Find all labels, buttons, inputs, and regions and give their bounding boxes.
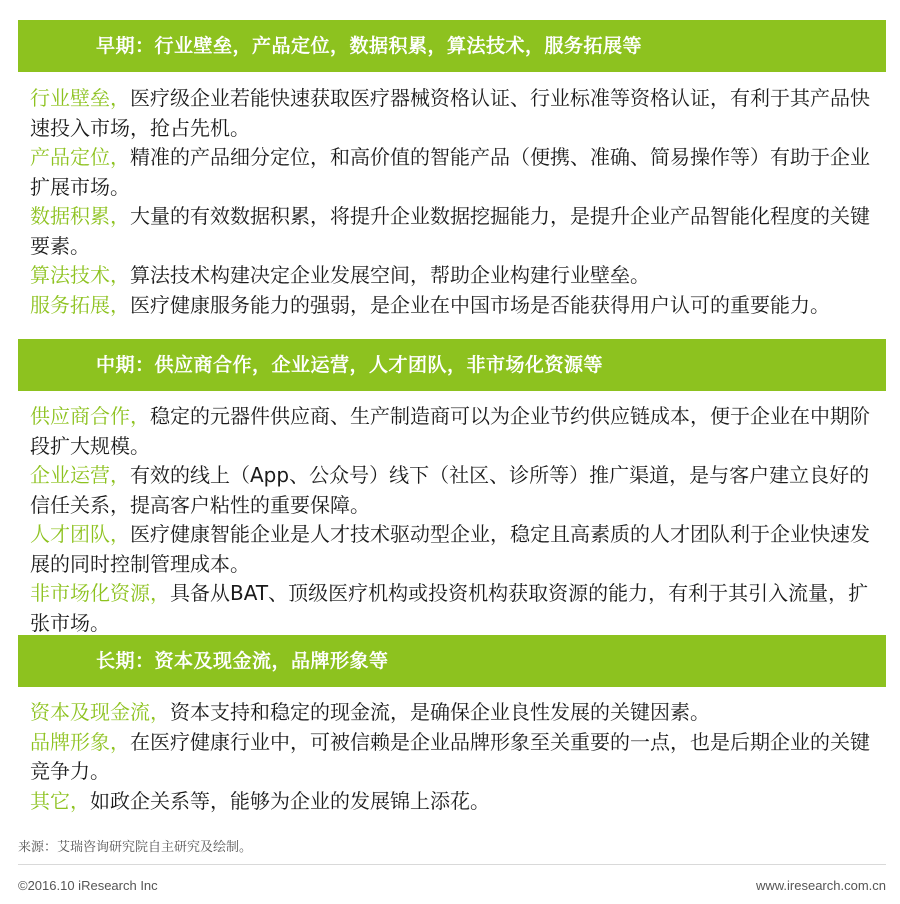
- list-item: [30, 520, 870, 579]
- item-term: 人才团队，: [30, 522, 130, 546]
- item-desc: 医疗级企业若能快速获取医疗器械资格认证、行业标准等资格认证，有利于其产品快速投入市场，抢占先机。: [30, 86, 870, 140]
- long-term-list: [30, 698, 870, 816]
- item-desc: 医疗健康智能企业是人才技术驱动型企业，稳定且高素质的人才团队利于企业快速发展的同时控制管理成本。: [30, 522, 870, 576]
- website-link[interactable]: www.iresearch.com.cn: [755, 878, 886, 893]
- item-desc: 精准的产品细分定位，和高价值的智能产品（便携、准确、简易操作等）有助于企业扩展市场。: [30, 145, 870, 199]
- list-item: [30, 291, 870, 321]
- item-term: 服务拓展，: [30, 292, 130, 317]
- mid-stage-list: [30, 402, 870, 638]
- item-desc: 算法技术构建决定企业发展空间，帮助企业构建行业壁垒。: [130, 263, 650, 287]
- item-term: 资本及现金流，: [30, 700, 170, 724]
- item-desc: 稳定的元器件供应商、生产制造商可以为企业节约供应链成本，便于企业在中期阶段扩大规模。: [30, 404, 870, 458]
- long-term-title: 长期：资本及现金流，品牌形象等: [96, 650, 389, 672]
- item-term: 品牌形象，: [30, 729, 130, 754]
- long-term-header: [18, 635, 886, 687]
- source-note: 来源：艾瑞咨询研究院自主研究及绘制。: [18, 840, 253, 855]
- early-stage-list: [30, 84, 870, 320]
- list-item: [30, 698, 870, 728]
- mid-stage-title: 中期：供应商合作，企业运营，人才团队，非市场化资源等: [96, 354, 604, 376]
- copyright-text: ©2016.10 iResearch Inc: [18, 878, 158, 893]
- list-item: [30, 143, 870, 202]
- item-desc: 有效的线上（App、公众号）线下（社区、诊所等）推广渠道，是与客户建立良好的信任关系，提高客户粘性的重要保障。: [30, 463, 870, 517]
- list-item: [30, 787, 870, 817]
- item-term: 数据积累，: [30, 204, 130, 228]
- item-term: 企业运营，: [30, 463, 130, 487]
- list-item: [30, 202, 870, 261]
- item-term: 行业壁垒，: [30, 86, 130, 110]
- item-term: 算法技术，: [30, 263, 130, 287]
- list-item: [30, 728, 870, 787]
- item-desc: 具备从BAT、顶级医疗机构或投资机构获取资源的能力，有利于其引入流量，扩张市场。: [30, 581, 869, 635]
- item-term: 非市场化资源，: [30, 581, 170, 605]
- list-item: [30, 461, 870, 520]
- list-item: [30, 579, 870, 638]
- item-desc: 如政企关系等，能够为企业的发展锦上添花。: [90, 788, 490, 813]
- item-desc: 大量的有效数据积累，将提升企业数据挖掘能力，是提升企业产品智能化程度的关键要素。: [30, 204, 870, 258]
- mid-stage-header: [18, 339, 886, 391]
- item-desc: 资本支持和稳定的现金流，是确保企业良性发展的关键因素。: [170, 700, 710, 724]
- item-desc: 在医疗健康行业中，可被信赖是企业品牌形象至关重要的一点，也是后期企业的关键竞争力。: [30, 729, 870, 783]
- item-desc: 医疗健康服务能力的强弱，是企业在中国市场是否能获得用户认可的重要能力。: [130, 292, 830, 317]
- list-item: [30, 261, 870, 291]
- footer-divider: [18, 864, 886, 865]
- list-item: [30, 84, 870, 143]
- item-term: 供应商合作，: [30, 404, 150, 428]
- early-stage-header: [18, 20, 886, 72]
- item-term: 其它，: [30, 788, 90, 813]
- early-stage-title: 早期：行业壁垒，产品定位，数据积累，算法技术，服务拓展等: [96, 35, 643, 57]
- item-term: 产品定位，: [30, 145, 130, 169]
- list-item: [30, 402, 870, 461]
